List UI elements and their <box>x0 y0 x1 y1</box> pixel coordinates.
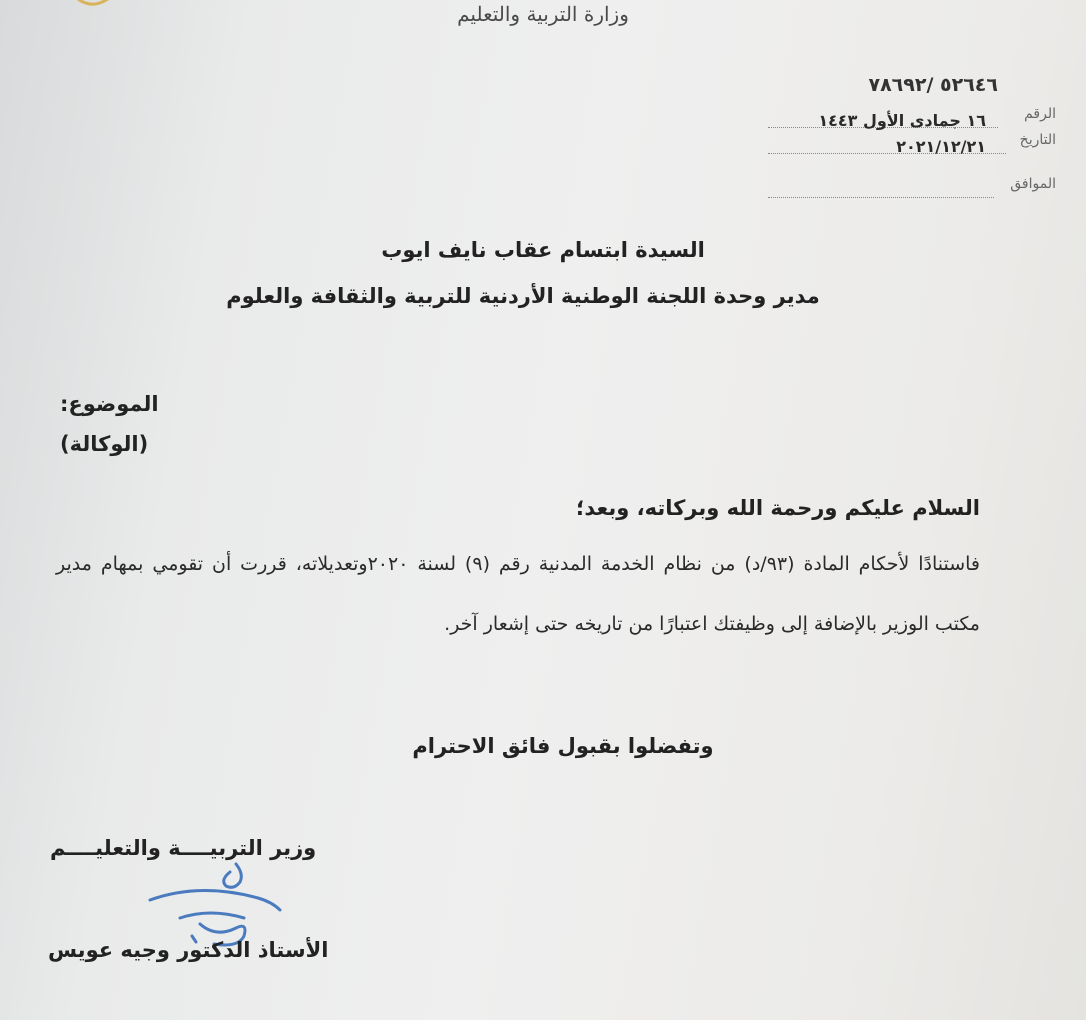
ministry-header: وزارة التربية والتعليم <box>457 2 629 26</box>
subject-label: الموضوع: <box>60 392 159 416</box>
recipient-title: مدير وحدة اللجنة الوطنية الأردنية للتربية والثقافة والعلوم <box>226 284 820 308</box>
corresponding-date-line <box>768 197 994 198</box>
date-label: التاريخ <box>1019 132 1056 148</box>
signature-block <box>40 836 360 962</box>
greeting: السلام عليكم ورحمة الله وبركاته، وبعد؛ <box>575 496 980 520</box>
date-row <box>756 132 1056 158</box>
handwritten-reference-number: ٥٢٦٤٦ /٧٨٦٩٢ <box>868 74 998 96</box>
subject-value: (الوكالة) <box>60 432 149 456</box>
corresponding-date-row <box>756 176 1056 202</box>
signatory-title: وزير التربيــــة والتعليــــم <box>50 836 317 860</box>
reference-value: ١٦ جمادى الأول ١٤٤٣ <box>818 111 986 130</box>
date-value: ٢٠٢١/١٢/٢١ <box>896 137 986 156</box>
corresponding-date-label: الموافق <box>1010 176 1056 192</box>
subject-block <box>60 384 240 464</box>
recipient-block <box>0 238 1086 330</box>
recipient-name: السيدة ابتسام عقاب نايف ايوب <box>381 238 705 262</box>
reference-label: الرقم <box>1024 106 1056 122</box>
letter-body <box>56 496 980 654</box>
closing-line: وتفضلوا بقبول فائق الاحترام <box>412 734 714 758</box>
signatory-name: الأستاذ الدكتور وجيه عويس <box>48 938 329 962</box>
reference-row <box>756 106 1056 132</box>
body-paragraph: فاستنادًا لأحكام المادة (٩٣/د) من نظام الخدمة المدنية رقم (٩) لسنة ٢٠٢٠وتعديلاته، قررت أن تقومي بمهام مدير مكتب الوزير بالإضافة إلى وظيفتك اعتبارًا من تاريخه حتى إشعار آخر. <box>56 553 980 635</box>
